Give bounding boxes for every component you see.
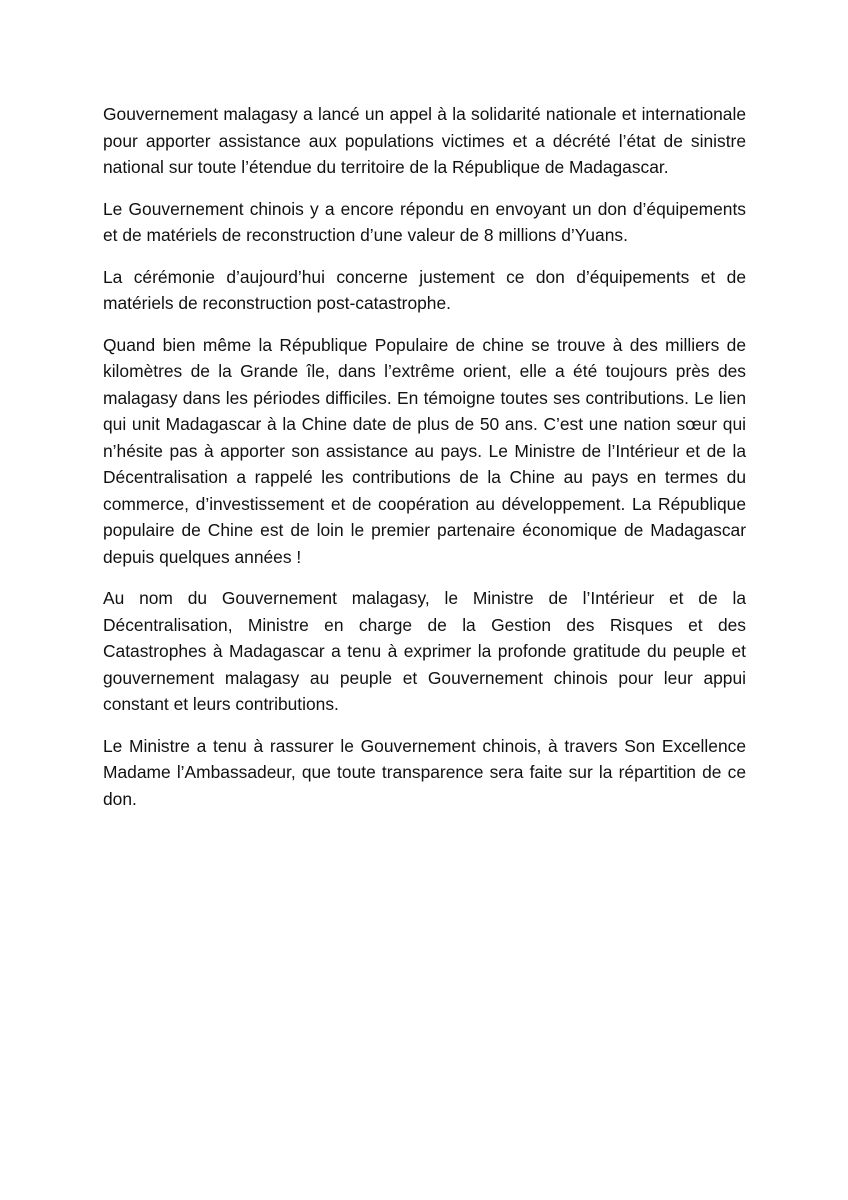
paragraph-donation: Le Gouvernement chinois y a encore répondu en envoyant un don d’équipements et de matériels de reconstruction d’une valeur de 8 millions d’Yuans.	[103, 198, 746, 245]
paragraph-ceremony: La cérémonie d’aujourd’hui concerne justement ce don d’équipements et de matériels de reconstruction post-catastrophe.	[103, 266, 746, 313]
paragraph-appeal: Gouvernement malagasy a lancé un appel à la solidarité nationale et internationale pour apporter assistance aux populations victimes et a décrété l’état de sinistre national sur toute l’étendue du territoire de la République de Madagascar.	[103, 104, 746, 177]
paragraph-transparency: Le Ministre a tenu à rassurer le Gouvernement chinois, à travers Son Excellence Madame l’Ambassadeur, que toute transparence sera faite sur la répartition de ce don.	[103, 735, 746, 809]
paragraph-china-relations: Quand bien même la République Populaire de chine se trouve à des milliers de kilomètres de la Grande île, dans l’extrême orient, elle a été toujours près des malagasy dans les périodes difficiles. En témoigne toutes ses contributions. Le lien qui unit Madagascar à la Chine date de plus de 50 ans. C’est une nation sœur qui n’hésite pas à apporter son assistance au pays. Le Ministre de l’Intérieur et de la Décentralisation a rappelé les contributions de la Chine au pays en termes du commerce, d’investissement et de coopération au développement. La République populaire de Chine est de loin le premier partenaire économique de Madagascar depuis quelques années !	[103, 334, 746, 567]
paragraph-gratitude: Au nom du Gouvernement malagasy, le Ministre de l’Intérieur et de la Décentralisation, Ministre en charge de la Gestion des Risques et des Catastrophes à Madagascar a tenu à exprimer la profonde gratitude du peuple et gouvernement malagasy au peuple et Gouvernement chinois pour leur appui constant et leurs contributions.	[103, 588, 746, 714]
document-body	[103, 101, 746, 827]
